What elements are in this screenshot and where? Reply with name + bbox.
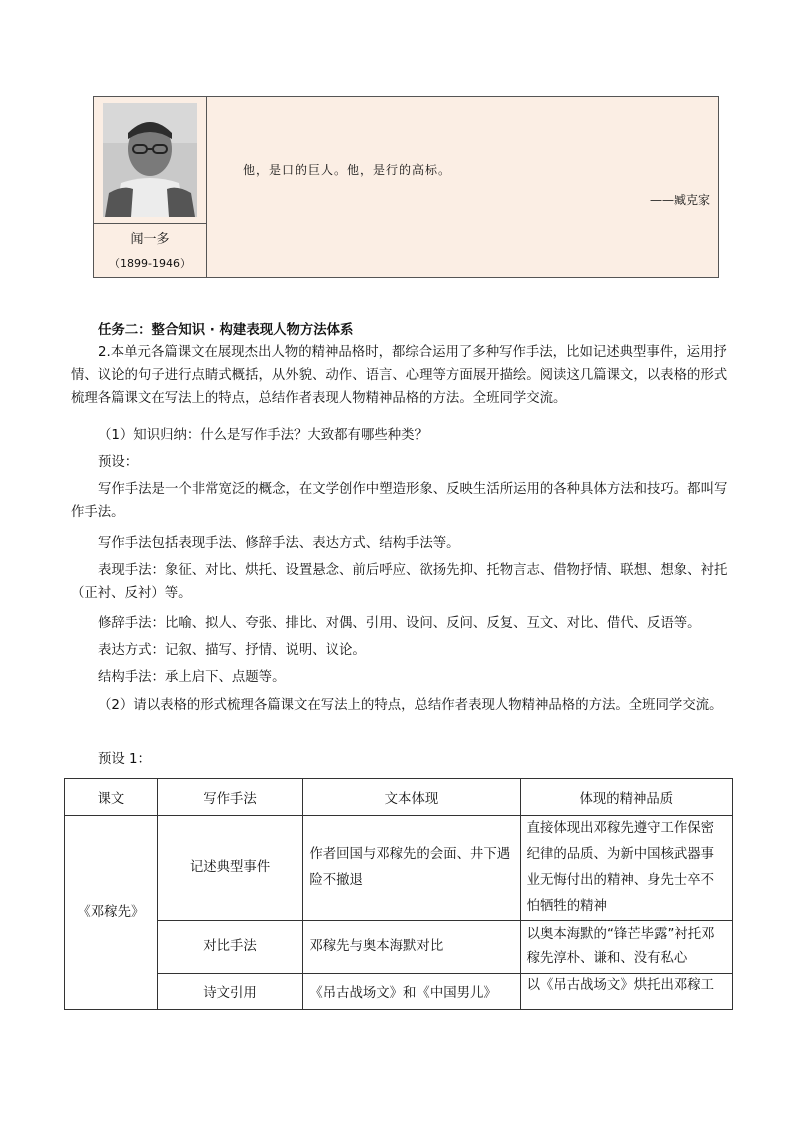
table-header-row: [65, 779, 733, 816]
evidence-cell: 《吊古战场文》和《中国男儿》: [303, 974, 520, 1010]
method-cell: 诗文引用: [157, 974, 303, 1010]
table-header: 写作手法: [157, 779, 303, 816]
table-header: 文本体现: [303, 779, 520, 816]
quote-area: [207, 97, 718, 277]
method-cell: 记述典型事件: [157, 816, 303, 921]
person-years: （1899-1946）: [109, 257, 191, 270]
quote-card: [93, 96, 719, 278]
paragraph-preset-1: 预设 1：: [98, 752, 151, 767]
writing-methods-table: [64, 778, 733, 1010]
paragraph-rhetoric: 修辞手法：比喻、拟人、夸张、排比、对偶、引用、设问、反问、反复、互文、对比、借代、反语等。: [98, 616, 701, 631]
person-name: 闻一多: [130, 232, 170, 247]
paragraph-expression: 表现手法：象征、对比、烘托、设置悬念、前后呼应、欲扬先抑、托物言志、借物抒情、联想、想象、衬托（正衬、反衬）等。: [71, 563, 728, 601]
task-title: 任务二：整合知识 · 构建表现人物方法体系: [98, 323, 354, 338]
paragraph-preset: 预设：: [98, 455, 139, 470]
portrait-photo: [103, 103, 197, 217]
paragraph-expressive-modes: 表达方式：记叙、描写、抒情、说明、议论。: [98, 643, 366, 658]
evidence-cell: 邓稼先与奥本海默对比: [303, 921, 520, 974]
paragraph-question-1: （1）知识归纳：什么是写作手法？大致都有哪些种类？: [98, 428, 428, 443]
quality-cell: 以《吊古战场文》烘托出邓稼工: [520, 974, 732, 1010]
method-cell: 对比手法: [157, 921, 303, 974]
quote-author: ——臧克家: [649, 193, 710, 207]
table-row: [65, 974, 733, 1010]
table-row: [65, 921, 733, 974]
quality-cell: 直接体现出邓稼先遵守工作保密纪律的品质、为新中国核武器事业无悔付出的精神、身先士卒不怕牺牲的精神: [520, 816, 732, 921]
paragraph-structure: 结构手法：承上启下、点题等。: [98, 670, 286, 685]
paragraph-categories: 写作手法包括表现手法、修辞手法、表达方式、结构手法等。: [98, 536, 460, 551]
table-header: 体现的精神品质: [520, 779, 732, 816]
portrait-column: [94, 97, 207, 277]
paragraph-intro: 2.本单元各篇课文在展现杰出人物的精神品格时，都综合运用了多种写作手法，比如记述典型事件，运用抒情、议论的句子进行点睛式概括，从外貌、动作、语言、心理等方面展开描绘。阅读这几篇课文，以表格的形式梳理各篇课文在写法上的特点，总结作者表现人物精神品格的方法。全班同学交流。: [71, 345, 728, 406]
photo-frame: [94, 97, 206, 224]
quote-text: 他，是口的巨人。他，是行的高标。: [243, 163, 452, 177]
table-header: 课文: [65, 779, 158, 816]
evidence-cell: 作者回国与邓稼先的会面、井下遇险不撤退: [303, 816, 520, 921]
paragraph-definition: 写作手法是一个非常宽泛的概念，在文学创作中塑造形象、反映生活所运用的各种具体方法和技巧。都叫写作手法。: [71, 482, 728, 520]
quality-cell: 以奥本海默的“锋芒毕露”衬托邓稼先淳朴、谦和、没有私心: [520, 921, 732, 974]
table-row: [65, 816, 733, 921]
paragraph-question-2: （2）请以表格的形式梳理各篇课文在写法上的特点，总结作者表现人物精神品格的方法。全班同学交流。: [98, 698, 723, 713]
text-name-cell: 《邓稼先》: [65, 816, 158, 1010]
